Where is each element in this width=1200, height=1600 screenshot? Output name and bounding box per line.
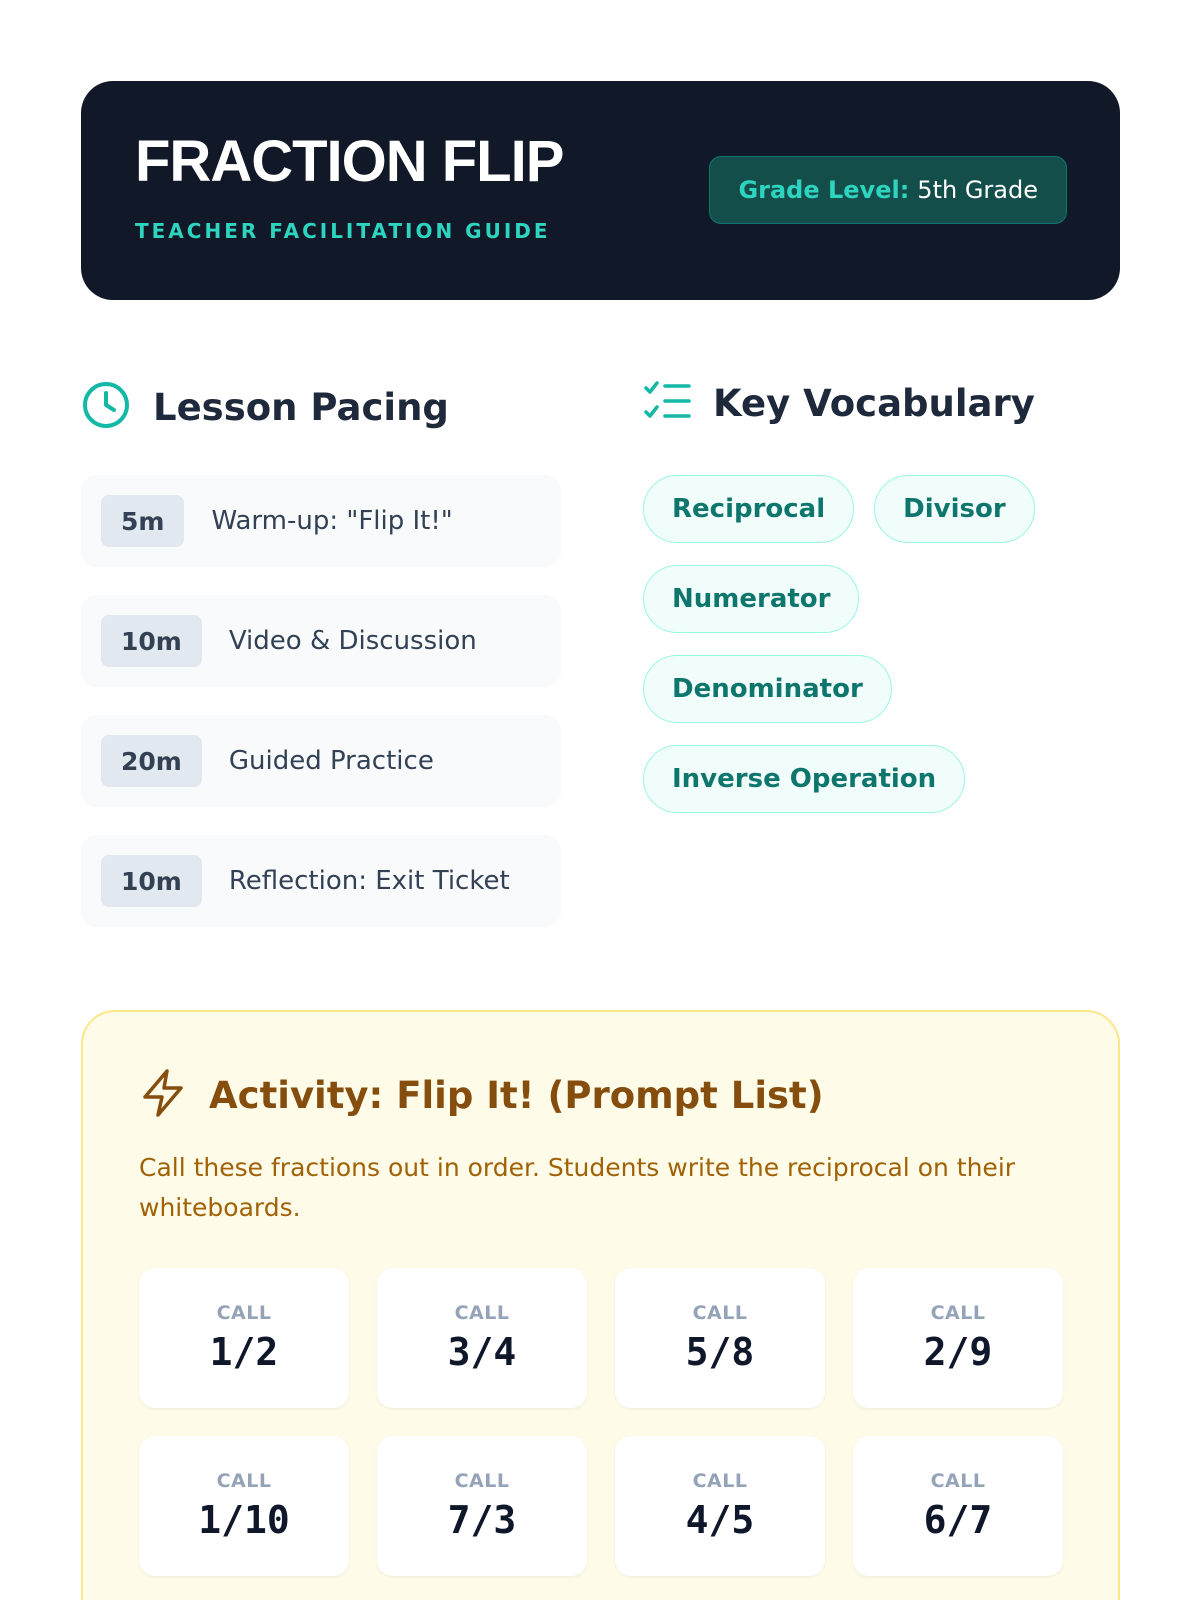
fraction-call-label: CALL [216, 1302, 272, 1324]
fraction-card [377, 1436, 587, 1576]
key-vocabulary-header [643, 380, 1035, 426]
pacing-duration: 10m [101, 855, 202, 907]
fraction-call-label: CALL [692, 1470, 748, 1492]
fraction-card [853, 1436, 1063, 1576]
activity-panel [81, 1010, 1120, 1600]
lightning-icon [139, 1068, 187, 1122]
vocab-tag: Denominator [643, 655, 892, 723]
pacing-label: Guided Practice [228, 746, 434, 776]
clock-icon [81, 380, 131, 434]
fraction-call-label: CALL [454, 1470, 510, 1492]
fraction-call-label: CALL [216, 1470, 272, 1492]
checklist-icon [643, 380, 691, 426]
vocab-tag: Numerator [643, 565, 859, 633]
fraction-card [139, 1436, 349, 1576]
fraction-value: 6/7 [923, 1498, 993, 1542]
pacing-list [81, 475, 561, 955]
pacing-duration: 5m [101, 495, 184, 547]
fraction-value: 3/4 [447, 1330, 517, 1374]
fraction-card [615, 1268, 825, 1408]
pacing-item [81, 595, 561, 687]
vocabulary-tag-list [643, 475, 1123, 835]
activity-description: Call these fractions out in order. Students write the reciprocal on their whiteboards. [139, 1153, 1016, 1222]
activity-header [139, 1068, 824, 1122]
vocab-tag: Divisor [874, 475, 1035, 543]
fraction-value: 1/2 [209, 1330, 279, 1374]
fraction-value: 5/8 [685, 1330, 755, 1374]
fraction-card [139, 1268, 349, 1408]
grade-level-value: 5th Grade [917, 176, 1038, 204]
fraction-call-label: CALL [930, 1302, 986, 1324]
fraction-card [615, 1436, 825, 1576]
fraction-value: 7/3 [447, 1498, 517, 1542]
fraction-value: 4/5 [685, 1498, 755, 1542]
fraction-value: 1/10 [198, 1498, 290, 1542]
grade-level-label: Grade Level: [738, 176, 910, 204]
activity-title: Activity: Flip It! (Prompt List) [209, 1073, 824, 1117]
fraction-call-label: CALL [930, 1470, 986, 1492]
pacing-item [81, 715, 561, 807]
header-banner [81, 81, 1120, 300]
pacing-duration: 20m [101, 735, 202, 787]
pacing-item [81, 835, 561, 927]
page-title: FRACTION FLIP [135, 129, 564, 194]
fraction-card [853, 1268, 1063, 1408]
lesson-pacing-title: Lesson Pacing [153, 385, 449, 429]
lesson-pacing-header [81, 380, 449, 434]
fraction-prompt-grid [139, 1268, 1067, 1576]
fraction-card [377, 1268, 587, 1408]
key-vocabulary-title: Key Vocabulary [713, 381, 1035, 425]
pacing-label: Warm-up: "Flip It!" [211, 506, 453, 536]
page-subtitle: TEACHER FACILITATION GUIDE [135, 219, 551, 243]
pacing-label: Video & Discussion [228, 626, 477, 656]
vocab-tag: Reciprocal [643, 475, 854, 543]
pacing-label: Reflection: Exit Ticket [228, 866, 510, 896]
pacing-item [81, 475, 561, 567]
grade-level-badge [709, 156, 1067, 224]
pacing-duration: 10m [101, 615, 202, 667]
fraction-call-label: CALL [692, 1302, 748, 1324]
fraction-value: 2/9 [923, 1330, 993, 1374]
fraction-call-label: CALL [454, 1302, 510, 1324]
vocab-tag: Inverse Operation [643, 745, 965, 813]
